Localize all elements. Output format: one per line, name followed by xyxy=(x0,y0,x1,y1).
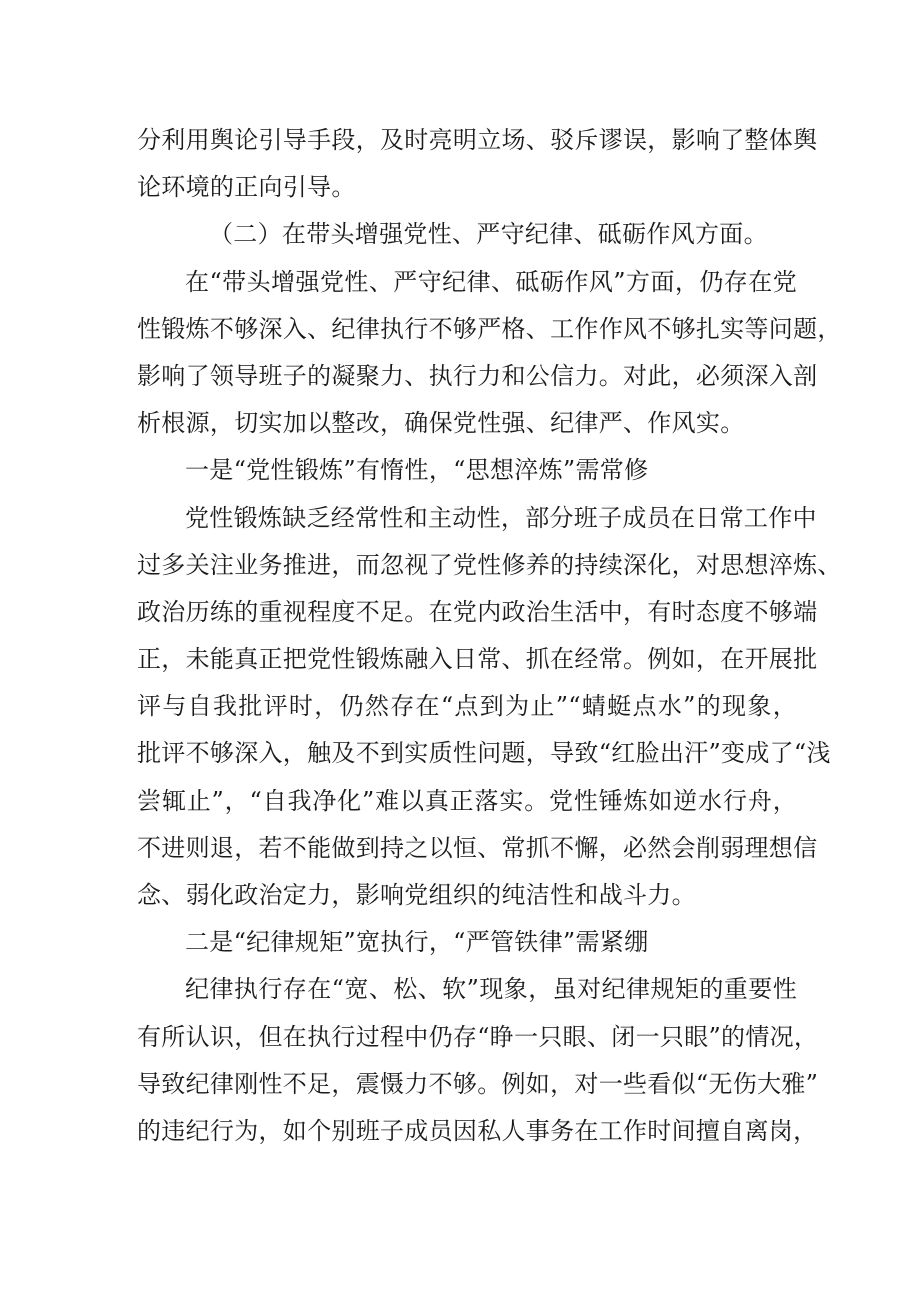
text-line: 论环境的正向引导。 xyxy=(137,173,356,202)
text-line: 党性锻炼缺乏经常性和主动性，部分班子成员在日常工作中 xyxy=(185,503,817,532)
subsection-heading: 一是“党性锻炼”有惰性，“思想淬炼”需常修 xyxy=(185,456,649,485)
text-line: 尝辄止”，“自我净化”难以真正落实。党性锤炼如逆水行舟， xyxy=(137,786,797,815)
text-line: 析根源，切实加以整改，确保党性强、纪律严、作风实。 xyxy=(137,409,745,438)
section-heading: （二）在带头增强党性、严守纪律、砥砺作风方面。 xyxy=(209,220,768,249)
body-text xyxy=(137,117,842,1155)
text-line: 有所认识，但在执行过程中仍存“睁一只眼、闭一只眼”的情况， xyxy=(137,1022,819,1051)
text-line: 影响了领导班子的凝聚力、执行力和公信力。对此，必须深入剖 xyxy=(137,361,818,390)
subsection-heading: 二是“纪律规矩”宽执行，“严管铁律”需紧绷 xyxy=(185,928,649,957)
text-line: 分利用舆论引导手段，及时亮明立场、驳斥谬误，影响了整体舆 xyxy=(137,126,818,154)
text-line: 导致纪律刚性不足，震慑力不够。例如，对一些看似“无伤大雅” xyxy=(137,1069,819,1098)
text-line: 过多关注业务推进，而忽视了党性修养的持续深化，对思想淬炼、 xyxy=(137,550,842,579)
text-line: 纪律执行存在“宽、松、软”现象，虽对纪律规矩的重要性 xyxy=(185,975,797,1004)
text-line: 的违纪行为，如个别班子成员因私人事务在工作时间擅自离岗， xyxy=(137,1116,818,1145)
text-line: 批评不够深入，触及不到实质性问题，导致“红脸出汗”变成了“浅 xyxy=(137,739,831,768)
text-line: 在“带头增强党性、严守纪律、砥砺作风”方面，仍存在党 xyxy=(185,267,797,296)
text-line: 评与自我批评时，仍然存在“点到为止”“蜻蜓点水”的现象， xyxy=(137,692,797,721)
text-line: 念、弱化政治定力，影响党组织的纯洁性和战斗力。 xyxy=(137,881,696,909)
text-line: 政治历练的重视程度不足。在党内政治生活中，有时态度不够端 xyxy=(137,597,818,626)
text-line: 不进则退，若不能做到持之以恒、常抓不懈，必然会削弱理想信 xyxy=(137,833,818,862)
text-line: 性锻炼不够深入、纪律执行不够严格、工作作风不够扎实等问题， xyxy=(137,314,842,343)
text-line: 正，未能真正把党性锻炼融入日常、抓在经常。例如，在开展批 xyxy=(137,645,818,674)
